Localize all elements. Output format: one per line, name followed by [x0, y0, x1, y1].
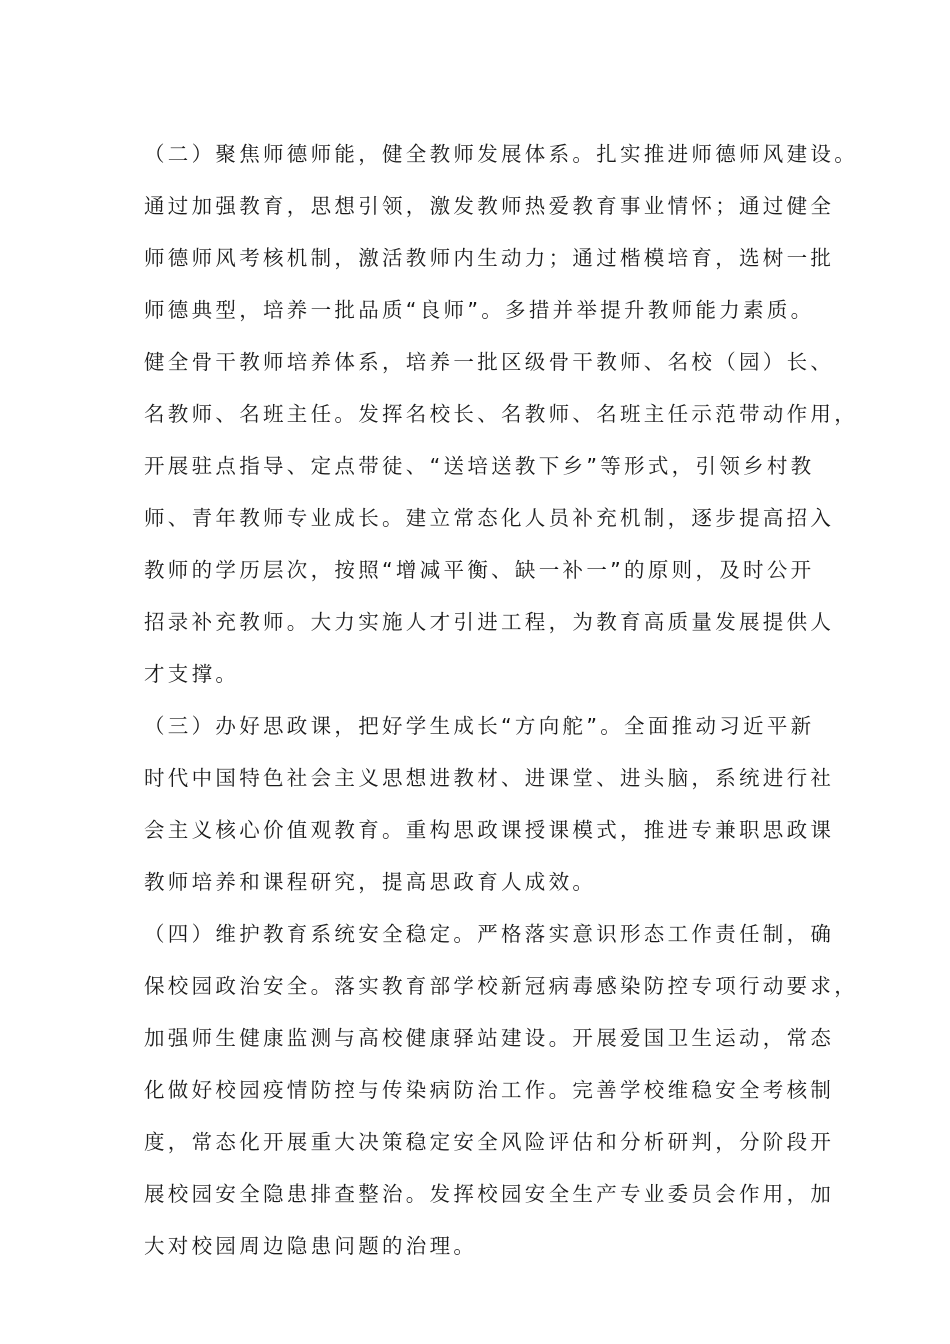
- text-line: 保校园政治安全。落实教育部学校新冠病毒感染防控专项行动要求，: [144, 974, 858, 998]
- text-line: 招录补充教师。大力实施人才引进工程，为教育高质量发展提供人: [144, 610, 835, 634]
- text-line: 教师培养和课程研究，提高思政育人成效。: [144, 870, 597, 894]
- text-line: 大对校园周边隐患问题的治理。: [144, 1234, 478, 1258]
- text-line: 师德师风考核机制，激活教师内生动力；通过楷模培育，选树一批: [144, 246, 835, 270]
- text-line: 展校园安全隐患排查整治。发挥校园安全生产专业委员会作用，加: [144, 1182, 835, 1206]
- text-line: 师、青年教师专业成长。建立常态化人员补充机制，逐步提高招入: [144, 506, 835, 530]
- text-line: 时代中国特色社会主义思想进教材、进课堂、进头脑，系统进行社: [144, 766, 835, 790]
- text-line: 名教师、名班主任。发挥名校长、名教师、名班主任示范带动作用，: [144, 402, 858, 426]
- text-line: 加强师生健康监测与高校健康驿站建设。开展爱国卫生运动，常态: [144, 1026, 835, 1050]
- text-line: 教师的学历层次，按照“增减平衡、缺一补一”的原则，及时公开: [144, 558, 815, 582]
- document-body: [144, 128, 858, 1272]
- text-line: 会主义核心价值观教育。重构思政课授课模式，推进专兼职思政课: [144, 818, 835, 842]
- text-line: （二）聚焦师德师能，健全教师发展体系。扎实推进师德师风建设。: [144, 142, 858, 166]
- text-line: 度，常态化开展重大决策稳定安全风险评估和分析研判，分阶段开: [144, 1130, 835, 1154]
- text-line: 才支撑。: [144, 662, 240, 686]
- text-line: 开展驻点指导、定点带徒、“送培送教下乡”等形式，引领乡村教: [144, 454, 815, 478]
- text-line: 通过加强教育，思想引领，激发教师热爱教育事业情怀；通过健全: [144, 194, 835, 218]
- text-line: （三）办好思政课，把好学生成长“方向舵”。全面推动习近平新: [144, 714, 815, 738]
- text-line: 健全骨干教师培养体系，培养一批区级骨干教师、名校（园）长、: [144, 350, 835, 374]
- text-line: （四）维护教育系统安全稳定。严格落实意识形态工作责任制，确: [144, 922, 835, 946]
- text-line: 化做好校园疫情防控与传染病防治工作。完善学校维稳安全考核制: [144, 1078, 835, 1102]
- text-line: 师德典型，培养一批品质“良师”。多措并举提升教师能力素质。: [144, 298, 815, 322]
